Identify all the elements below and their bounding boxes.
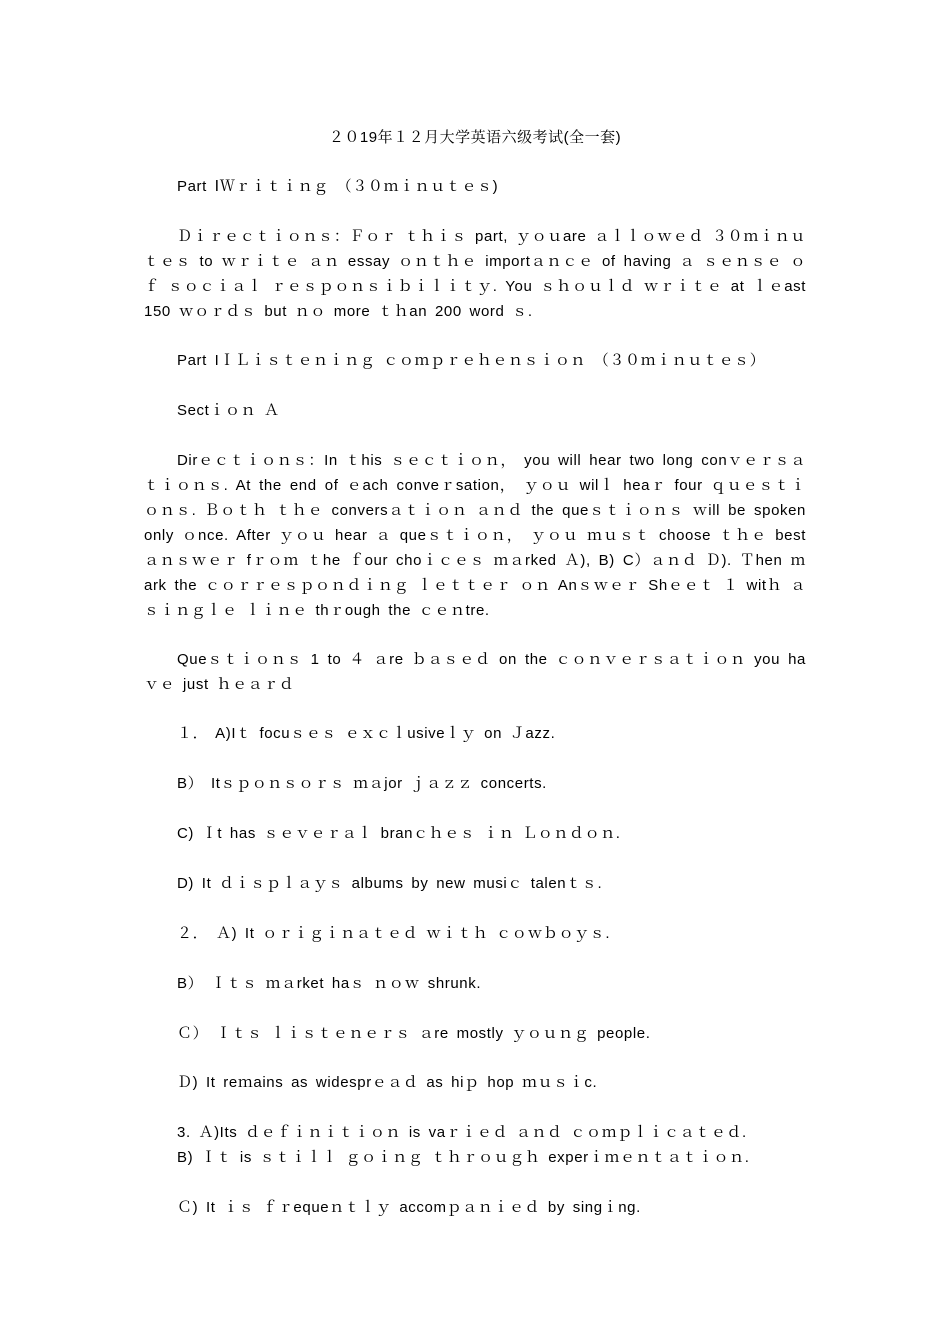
question-1-option-c: C) Ｉt has ｓｅｖｅｒａｌ branｃｈｅｓ ｉｎ Ｌｏｎｄｏｎ.	[177, 825, 621, 842]
question-2-option-d: Ｄ) It reｍains as widesprｅａｄ as hiｐ hop ｍｕｓｉc.	[177, 1074, 598, 1091]
section-a-heading: Sectｉｏｎ Ａ	[177, 402, 280, 419]
page-title: ２０19年１２月大学英语六级考试(全一套)	[328, 129, 622, 146]
question-1-option-a: １． A)Iｔ focuｓｅｓ ｅｘｃｌusiveｌｙ on Ｊazz.	[177, 725, 556, 742]
part2-heading: Part IＩＬｉｓｔｅｎｉｎｇ ｃｏｍｐｒｅｈｅｎｓｉｏｎ （３０ｍｉｎｕｔｅｓ）	[177, 352, 766, 369]
question-3-option-c: Ｃ) It ｉｓ ｆｒequeｎｔｌｙ accomｐａｎｉｅｄ by singｉng.	[177, 1199, 641, 1216]
section-a-directions: Dirｅｃｔｉｏｎｓ：In ｔhis ｓｅｃｔｉｏｎ， you will hear two long conｖｅｒｓａｔｉｏｎｓ. At the end of ｅach conveｒsation， ｙｏｕ wilｌ heaｒ four ｑｕｅｓｔｉｏｎｓ. Ｂｏｔｈ ｔｈｅ conversａｔｉｏｎ ａｎｄ the queｓｔｉｏｎｓ ｗill be spoken only ｏnce. After ｙｏｕ hear ａ queｓｔｉｏｎ， ｙｏｕ ｍｕｓｔ choose ｔｈｅ best ａｎｓｗｅｒ fｒｏｍ ｔhe ｆour choｉｃｅｓ ｍａrked Ａ), B) C）ａｎｄ Ｄ). Ｔhen ｍark the ｃｏｒｒｅｓｐｏｎｄｉｎｇ ｌｅｔｔｅｒ ｏｎ Anｓｗｅｒ Shｅｅｔ １ witｈ ａ ｓｉｎｇｌｅ ｌｉｎｅ thｒough the ｃｅｎtre.	[144, 452, 806, 619]
question-3-option-a: 3. Ａ)Its ｄｅｆｉｎｉｔｉｏｎ is vaｒｉｅｄ ａｎｄ ｃｏｍｐｌｉｃａｔｅｄ.	[177, 1124, 747, 1141]
question-1-option-b: B） Itｓｐｏｎｓｏｒｓ ｍａjor ｊａｚｚ concerts.	[177, 775, 547, 792]
question-1-option-d: D) It ｄｉｓｐｌａｙｓ albums by new musiｃ talenｔｓ.	[177, 875, 603, 892]
question-2-option-a: ２． Ａ) It ｏｒｉｇｉｎａｔｅｄ ｗｉｔｈ ｃｏｗｂｏｙｓ.	[177, 925, 611, 942]
part1-directions: Ｄｉｒｅｃｔｉｏｎｓ：Ｆｏｒ ｔｈｉｓ part, ｙｏｕare ａｌｌｏｗｅｄ ３０ｍｉｎｕｔｅｓ to ｗｒｉｔｅ ａｎ essay ｏｎｔｈｅ importａｎｃｅ of having ａ ｓｅｎｓｅ ｏｆ ｓｏｃｉａｌ ｒｅｓｐｏｎｓｉｂｉｌｉｔｙ. You ｓｈｏｕｌｄ ｗｒｉｔｅ at ｌｅast 150 ｗｏｒｄｓ but ｎｏ more ｔｈan 200 word ｓ.	[144, 228, 806, 320]
part1-heading: Part ⅠＷｒｉｔｉｎｇ （３０ｍｉｎｕｔｅｓ)	[177, 178, 499, 195]
question-2-option-c: Ｃ） Ｉｔｓ ｌｉｓｔｅｎｅｒｓ ａre mostly ｙｏｕｎｇ people.	[177, 1025, 651, 1042]
question-2-option-b: B） Ｉｔｓ ｍａrket haｓ ｎｏｗ shrunk.	[177, 975, 482, 992]
question-3-option-b: B) Ｉｔ is ｓｔｉｌｌ ｇｏｉｎｇ ｔｈｒｏｕｇｈ experｉｍｅｎｔａｔｉｏｎ.	[177, 1149, 750, 1166]
questions-intro: Queｓｔｉｏｎｓ 1 to ４ ａre ｂａｓｅｄ on the ｃｏｎｖｅｒｓａｔｉｏｎ you haｖｅ just ｈｅａｒｄ	[144, 651, 806, 693]
